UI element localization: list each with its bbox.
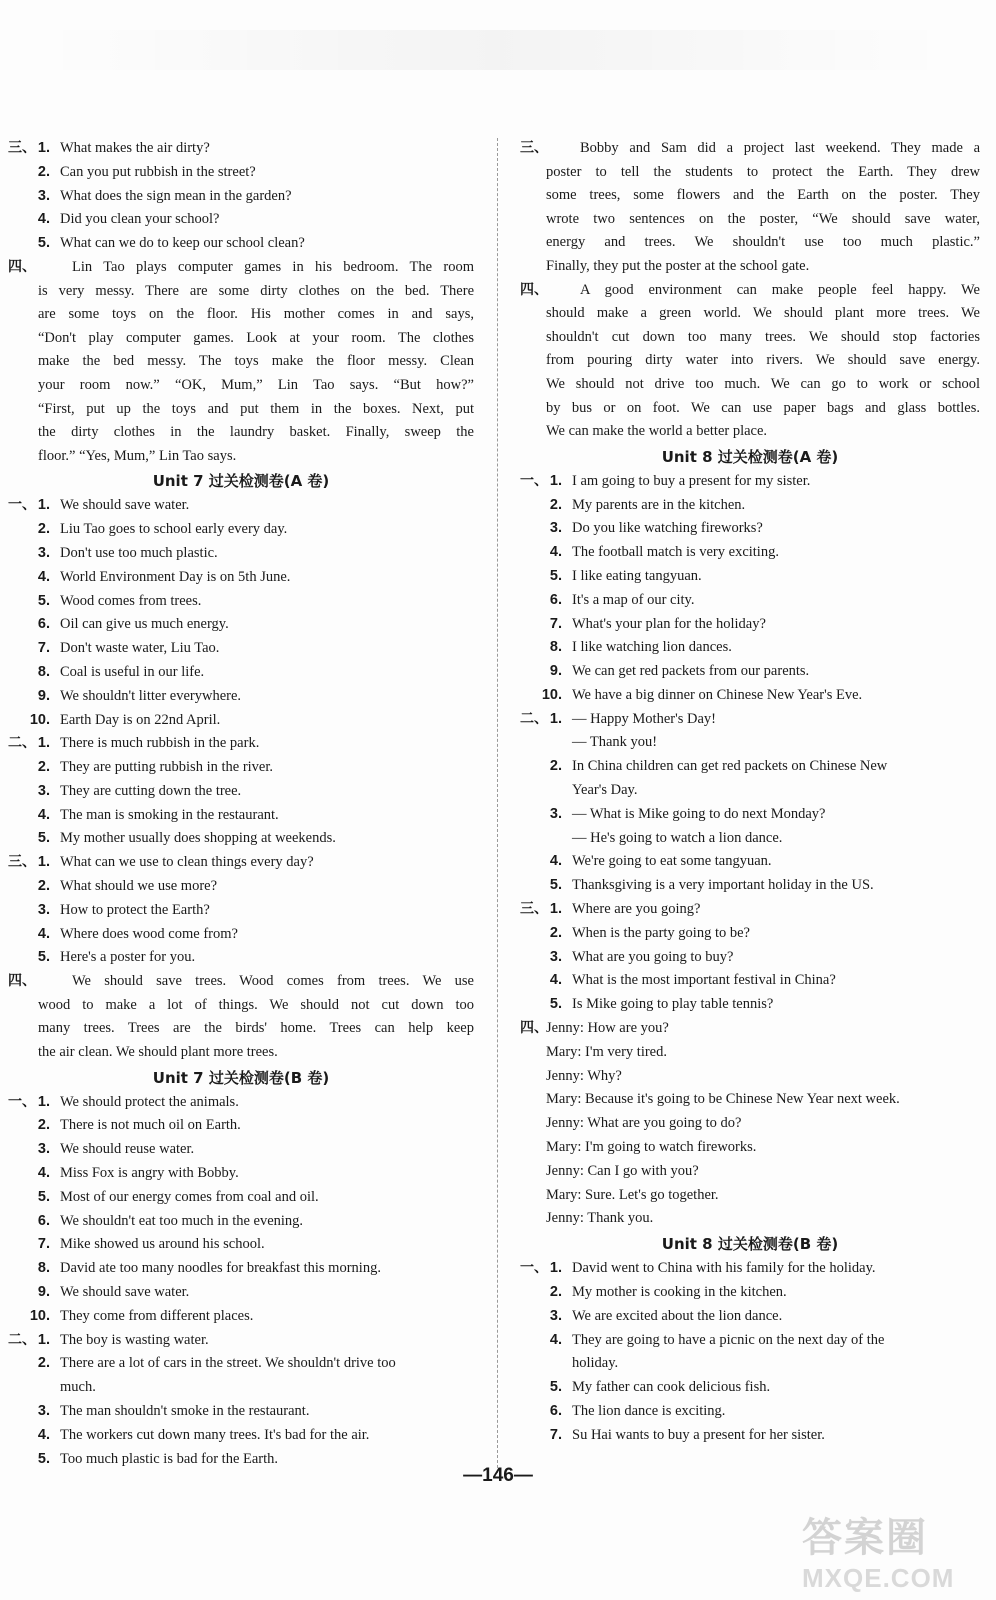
passage-line: Finally, they put the poster at the school gate.	[546, 257, 810, 274]
item-number: 1.	[37, 1093, 50, 1110]
answer-item	[520, 803, 980, 827]
item-text: Don't use too much plastic.	[60, 544, 218, 561]
unit-heading: Unit 8 过关检测卷(A 卷)	[661, 447, 839, 466]
item-number: 2.	[37, 1117, 50, 1134]
item-text: There is not much oil on Earth.	[60, 1117, 241, 1134]
left-column	[8, 137, 474, 1471]
answer-item	[8, 685, 474, 709]
item-text: World Environment Day is on 5th June.	[60, 568, 291, 585]
item-number: 3.	[549, 805, 562, 822]
item-text: Where does wood come from?	[60, 925, 238, 942]
item-text: What is the most important festival in China?	[572, 972, 836, 989]
answer-item	[8, 1400, 474, 1424]
section-marker: 四、	[520, 1020, 548, 1037]
item-number: 10.	[541, 686, 562, 703]
item-number: 5.	[37, 235, 50, 252]
item-text: When is the party going to be?	[572, 924, 750, 941]
item-text: Do you like watching fireworks?	[572, 520, 763, 537]
item-text: I like watching lion dances.	[572, 639, 732, 656]
scan-smudge	[40, 30, 950, 70]
item-text: Most of our energy comes from coal and oil.	[60, 1188, 319, 1205]
item-text: Can you put rubbish in the street?	[60, 163, 256, 180]
dialog-text: Jenny: What are you going to do?	[546, 1115, 742, 1132]
item-text: Miss Fox is angry with Bobby.	[60, 1165, 239, 1182]
item-number: 3.	[549, 948, 562, 965]
answer-item	[520, 494, 980, 518]
answer-item	[520, 517, 980, 541]
item-text: What should we use more?	[60, 878, 218, 895]
item-number: 8.	[549, 639, 562, 656]
section-marker: 四、	[8, 973, 36, 990]
item-text: Year's Day.	[572, 782, 638, 799]
item-text: The man is smoking in the restaurant.	[60, 806, 279, 823]
item-number: 4.	[549, 853, 562, 870]
answer-item	[8, 804, 474, 828]
item-number: 2.	[549, 1284, 562, 1301]
item-text: Mike showed us around his school.	[60, 1236, 265, 1253]
item-number: 10.	[29, 711, 50, 728]
section-marker: 四、	[520, 281, 548, 298]
answer-item	[8, 1329, 474, 1353]
answer-item	[520, 541, 980, 565]
passage-line: are some toys on the floor. His mother comes in and says,	[38, 306, 474, 323]
answer-item	[520, 660, 980, 684]
answer-item	[8, 185, 474, 209]
item-text: In China children can get red packets on Chinese New	[572, 758, 888, 775]
answer-item	[8, 875, 474, 899]
answer-item	[8, 851, 474, 875]
item-number: 5.	[549, 996, 562, 1013]
passage-line: your room now.” “OK, Mum,” Lin Tao says. “But how?”	[38, 376, 474, 393]
item-number: 7.	[37, 640, 50, 657]
answer-item	[520, 1281, 980, 1305]
item-number: 5.	[37, 949, 50, 966]
item-text: Too much plastic is bad for the Earth.	[60, 1450, 279, 1467]
answer-item	[520, 684, 980, 708]
item-text: They are going to have a picnic on the next day of the	[572, 1331, 885, 1348]
answer-item	[520, 589, 980, 613]
passage-line: “First, put up the toys and put them in the boxes. Next, put	[38, 400, 474, 417]
answer-item	[8, 566, 474, 590]
passage-line: “Don't play computer games. Look at your room. The clothes	[38, 329, 474, 346]
item-text: — Thank you!	[572, 734, 658, 751]
item-number: 3.	[37, 782, 50, 799]
answer-item	[520, 922, 980, 946]
item-number: 6.	[37, 616, 50, 633]
passage-text: We should save trees. Wood comes from trees. We use	[72, 973, 474, 990]
answer-item	[520, 1424, 980, 1448]
item-text: What's your plan for the holiday?	[572, 615, 766, 632]
dialog-text: Mary: I'm going to watch fireworks.	[546, 1139, 757, 1156]
item-number: 7.	[37, 1236, 50, 1253]
answer-item	[8, 780, 474, 804]
unit-heading: Unit 7 过关检测卷(A 卷)	[152, 472, 330, 491]
answer-item	[520, 898, 980, 922]
answer-item	[8, 756, 474, 780]
answer-item	[520, 969, 980, 993]
dialog-text: Jenny: Why?	[546, 1067, 622, 1084]
passage-text: Lin Tao plays computer games in his bedroom. The room	[72, 258, 474, 275]
item-text: They come from different places.	[60, 1307, 254, 1324]
item-number: 2.	[37, 521, 50, 538]
item-text: I am going to buy a present for my sister.	[572, 472, 811, 489]
item-text: The boy is wasting water.	[60, 1331, 209, 1348]
item-text: My parents are in the kitchen.	[572, 496, 746, 513]
answer-item	[8, 1162, 474, 1186]
answer-item	[8, 161, 474, 185]
section-marker: 四、	[8, 258, 36, 275]
answer-item	[8, 923, 474, 947]
passage-line: from pouring dirty water into rivers. We should save energy.	[546, 352, 980, 369]
watermark-logo	[802, 1506, 978, 1593]
item-number: 1.	[549, 1260, 562, 1277]
item-text: We should reuse water.	[60, 1141, 195, 1158]
item-number: 4.	[549, 1331, 562, 1348]
item-text: Wood comes from trees.	[60, 592, 202, 609]
answer-item	[8, 709, 474, 733]
item-number: 3.	[549, 520, 562, 537]
item-text: What are you going to buy?	[572, 948, 734, 965]
section-marker: 二、	[520, 710, 548, 727]
section-marker: 一、	[520, 472, 548, 489]
answer-item	[8, 1281, 474, 1305]
answer-item	[8, 494, 474, 518]
section-marker: 一、	[8, 1093, 36, 1110]
item-number: 4.	[37, 568, 50, 585]
answer-item	[520, 946, 980, 970]
item-text: They are cutting down the tree.	[60, 782, 242, 799]
item-number: 3.	[549, 1307, 562, 1324]
passage-line: energy and trees. We shouldn't use too much plastic.”	[546, 234, 980, 251]
answer-item	[520, 874, 980, 898]
passage	[520, 137, 980, 279]
passage	[520, 279, 980, 444]
item-number: 10.	[29, 1307, 50, 1324]
dialog-line	[520, 1136, 980, 1160]
item-number: 4.	[37, 211, 50, 228]
item-number: 3.	[37, 901, 50, 918]
item-number: 4.	[37, 1165, 50, 1182]
item-number: 1.	[37, 1331, 50, 1348]
right-column	[520, 137, 980, 1448]
passage	[8, 970, 474, 1064]
passage-line: many trees. Trees are the birds' home. Trees can help keep	[38, 1020, 474, 1037]
item-number: 1.	[549, 472, 562, 489]
answer-item	[520, 993, 980, 1017]
answer-item	[8, 1138, 474, 1162]
item-text: I like eating tangyuan.	[572, 567, 702, 584]
answer-item	[8, 137, 474, 161]
passage-line	[520, 279, 980, 303]
passage	[8, 256, 474, 468]
item-number: 4.	[549, 544, 562, 561]
answer-item	[8, 590, 474, 614]
item-text: Earth Day is on 22nd April.	[60, 711, 221, 728]
item-number: 1.	[549, 710, 562, 727]
section-marker: 三、	[520, 140, 548, 156]
dialog-text: Mary: Because it's going to be Chinese New Year next week.	[546, 1091, 900, 1108]
passage-line: should make a green world. We should plant more trees. We	[546, 305, 980, 322]
answer-item	[8, 542, 474, 566]
passage-line	[8, 256, 474, 280]
answer-item	[520, 1376, 980, 1400]
passage-text: A good environment can make people feel happy. We	[580, 281, 980, 298]
item-text: Is Mike going to play table tennis?	[572, 996, 774, 1013]
item-number: 8.	[37, 663, 50, 680]
item-number: 1.	[37, 140, 50, 156]
column-divider	[497, 138, 498, 1473]
item-number: 7.	[549, 615, 562, 632]
item-text: We should save water.	[60, 497, 190, 514]
answer-item	[8, 899, 474, 923]
item-number: 6.	[549, 1403, 562, 1419]
item-text: We can get red packets from our parents.	[572, 663, 810, 680]
answer-item	[520, 613, 980, 637]
item-number: 4.	[37, 806, 50, 823]
answer-item	[8, 827, 474, 851]
dialog-text: Jenny: How are you?	[546, 1020, 669, 1037]
item-number: 5.	[37, 1450, 50, 1467]
item-text: David went to China with his family for the holiday.	[572, 1260, 876, 1277]
item-number: 9.	[37, 687, 50, 704]
item-number: 4.	[37, 1426, 50, 1443]
item-text: Where are you going?	[572, 901, 701, 918]
passage-line: the air clean. We should plant more trees.	[38, 1044, 278, 1061]
item-text: holiday.	[572, 1355, 619, 1372]
item-text: We're going to eat some tangyuan.	[572, 853, 772, 870]
watermark-cn: 答案圈	[802, 1515, 928, 1561]
item-text: We shouldn't eat too much in the evening.	[60, 1212, 304, 1229]
dialog-line	[520, 1207, 980, 1231]
passage-line: make the bed messy. The toys make the floor messy. Clean	[38, 353, 474, 370]
item-text: My mother usually does shopping at weekends.	[60, 830, 336, 847]
answer-item	[520, 1329, 980, 1353]
item-text: The workers cut down many trees. It's bad for the air.	[60, 1426, 370, 1443]
item-text: Su Hai wants to buy a present for her sister.	[572, 1426, 825, 1443]
dialog-line	[520, 1112, 980, 1136]
item-number: 3.	[37, 187, 50, 204]
answer-item	[8, 637, 474, 661]
item-number: 2.	[549, 758, 562, 775]
item-number: 2.	[37, 878, 50, 895]
answer-continuation	[520, 827, 980, 851]
dialog-line	[520, 1088, 980, 1112]
item-number: 3.	[37, 1141, 50, 1158]
item-text: much.	[60, 1379, 96, 1396]
item-text: We are excited about the lion dance.	[572, 1307, 783, 1324]
answer-continuation	[520, 1352, 980, 1376]
passage-text: Bobby and Sam did a project last weekend. They made a	[580, 140, 980, 156]
passage-line: poster to tell the students to protect the Earth. They drew	[546, 163, 980, 180]
item-number: 1.	[37, 497, 50, 514]
item-text: What does the sign mean in the garden?	[60, 187, 292, 204]
passage-line: by bus or on foot. We can use paper bags and glass bottles.	[546, 399, 980, 416]
item-number: 7.	[549, 1426, 562, 1443]
item-text: — What is Mike going to do next Monday?	[572, 805, 826, 822]
section-marker: 三、	[520, 901, 548, 918]
item-text: How to protect the Earth?	[60, 901, 210, 918]
item-text: Liu Tao goes to school early every day.	[60, 521, 288, 538]
item-text: We should protect the animals.	[60, 1093, 239, 1110]
item-number: 2.	[37, 163, 50, 180]
item-text: It's a map of our city.	[572, 591, 695, 608]
item-text: My father can cook delicious fish.	[572, 1379, 771, 1396]
dialog-line	[520, 1041, 980, 1065]
item-number: 9.	[37, 1284, 50, 1301]
unit-heading: Unit 8 过关检测卷(B 卷)	[661, 1235, 839, 1254]
item-text: What can we use to clean things every day?	[60, 854, 314, 871]
item-text: There is much rubbish in the park.	[60, 735, 260, 752]
item-text: There are a lot of cars in the street. We shouldn't drive too	[60, 1355, 396, 1372]
item-text: They are putting rubbish in the river.	[60, 759, 274, 776]
passage-line: wood to make a lot of things. We should not cut down too	[38, 996, 474, 1013]
answer-item	[8, 1352, 474, 1376]
answer-item	[8, 732, 474, 756]
answer-item	[520, 1305, 980, 1329]
item-number: 2.	[549, 496, 562, 513]
item-number: 8.	[37, 1260, 50, 1277]
answer-item	[520, 470, 980, 494]
item-number: 1.	[549, 901, 562, 918]
answer-item	[8, 946, 474, 970]
item-text: Don't waste water, Liu Tao.	[60, 640, 220, 657]
dialog-line	[520, 1160, 980, 1184]
item-number: 5.	[549, 1379, 562, 1396]
section-marker: 二、	[8, 735, 36, 752]
item-number: 5.	[549, 567, 562, 584]
answer-item	[520, 1400, 980, 1424]
answer-item	[520, 755, 980, 779]
item-text: — Happy Mother's Day!	[572, 710, 716, 727]
dialog-text: Mary: Sure. Let's go together.	[546, 1186, 719, 1203]
section-marker: 一、	[8, 497, 36, 514]
item-number: 6.	[37, 1212, 50, 1229]
passage-line	[520, 137, 980, 161]
answer-item	[8, 613, 474, 637]
answer-item	[8, 518, 474, 542]
item-number: 2.	[37, 1355, 50, 1372]
answer-item	[8, 1114, 474, 1138]
passage-line: is very messy. There are some dirty clothes on the bed. There	[38, 282, 474, 299]
item-text: We should save water.	[60, 1284, 190, 1301]
item-number: 5.	[37, 592, 50, 609]
answer-continuation	[8, 1376, 474, 1400]
dialog-text: Jenny: Thank you.	[546, 1210, 654, 1227]
dialog-line	[520, 1017, 980, 1041]
item-text: David ate too many noodles for breakfast this morning.	[60, 1260, 381, 1277]
passage-line	[8, 970, 474, 994]
answer-item	[520, 636, 980, 660]
section-marker: 二、	[8, 1331, 36, 1348]
answer-item	[8, 1424, 474, 1448]
answer-item	[520, 850, 980, 874]
page-number: —146—	[463, 1465, 533, 1486]
answer-item	[8, 1091, 474, 1115]
item-number: 6.	[549, 591, 562, 608]
item-number: 1.	[37, 854, 50, 871]
item-text: We shouldn't litter everywhere.	[60, 687, 242, 704]
passage-line: We can make the world a better place.	[546, 423, 768, 440]
item-number: 3.	[37, 1403, 50, 1419]
item-number: 5.	[37, 1188, 50, 1205]
unit-heading: Unit 7 过关检测卷(B 卷)	[152, 1068, 330, 1087]
answer-item	[8, 1305, 474, 1329]
answer-item	[8, 232, 474, 256]
passage-line: wrote two sentences on the poster, “We should save water,	[546, 210, 980, 227]
answer-item	[8, 1257, 474, 1281]
item-text: Here's a poster for you.	[60, 949, 196, 966]
dialog-line	[520, 1065, 980, 1089]
dialog-text: Jenny: Can I go with you?	[546, 1162, 699, 1179]
dialog-line	[520, 1184, 980, 1208]
answer-item	[8, 1210, 474, 1234]
passage-line: the dirty clothes in the laundry basket. Finally, sweep the	[38, 424, 474, 441]
answer-item	[520, 708, 980, 732]
item-text: The lion dance is exciting.	[572, 1403, 726, 1419]
item-number: 2.	[37, 759, 50, 776]
answer-continuation	[520, 779, 980, 803]
item-number: 2.	[549, 924, 562, 941]
passage-line: shouldn't cut down too many trees. We should stop factories	[546, 328, 980, 345]
answer-item	[8, 661, 474, 685]
item-number: 1.	[37, 735, 50, 752]
section-marker: 三、	[8, 140, 36, 156]
answer-continuation	[520, 731, 980, 755]
item-text: Did you clean your school?	[60, 211, 220, 228]
item-text: — He's going to watch a lion dance.	[572, 829, 783, 846]
item-number: 5.	[549, 877, 562, 894]
answer-item	[520, 1257, 980, 1281]
item-number: 9.	[549, 663, 562, 680]
dialog-text: Mary: I'm very tired.	[546, 1043, 667, 1060]
passage-line: We should not drive too much. We can go to work or school	[546, 375, 980, 392]
answer-item	[8, 208, 474, 232]
item-number: 4.	[549, 972, 562, 989]
passage-line: some trees, some flowers and the Earth on the poster. They	[546, 187, 980, 204]
item-number: 5.	[37, 830, 50, 847]
answer-item	[520, 565, 980, 589]
item-number: 3.	[37, 544, 50, 561]
section-marker: 三、	[8, 854, 36, 871]
passage-line: floor.” “Yes, Mum,” Lin Tao says.	[38, 447, 237, 464]
item-text: The man shouldn't smoke in the restaurant.	[60, 1403, 310, 1419]
item-text: Thanksgiving is a very important holiday in the US.	[572, 877, 874, 894]
dialog	[520, 1017, 980, 1231]
item-text: My mother is cooking in the kitchen.	[572, 1284, 787, 1301]
item-text: Coal is useful in our life.	[60, 663, 205, 680]
section-marker: 一、	[520, 1260, 548, 1277]
answer-item	[8, 1186, 474, 1210]
item-text: What makes the air dirty?	[60, 140, 210, 156]
item-text: The football match is very exciting.	[572, 544, 779, 561]
watermark-en: MXQE.COM	[802, 1563, 955, 1593]
item-text: What can we do to keep our school clean?	[60, 235, 305, 252]
item-text: Oil can give us much energy.	[60, 616, 229, 633]
item-text: We have a big dinner on Chinese New Year's Eve.	[572, 686, 863, 703]
item-number: 4.	[37, 925, 50, 942]
answer-item	[8, 1233, 474, 1257]
